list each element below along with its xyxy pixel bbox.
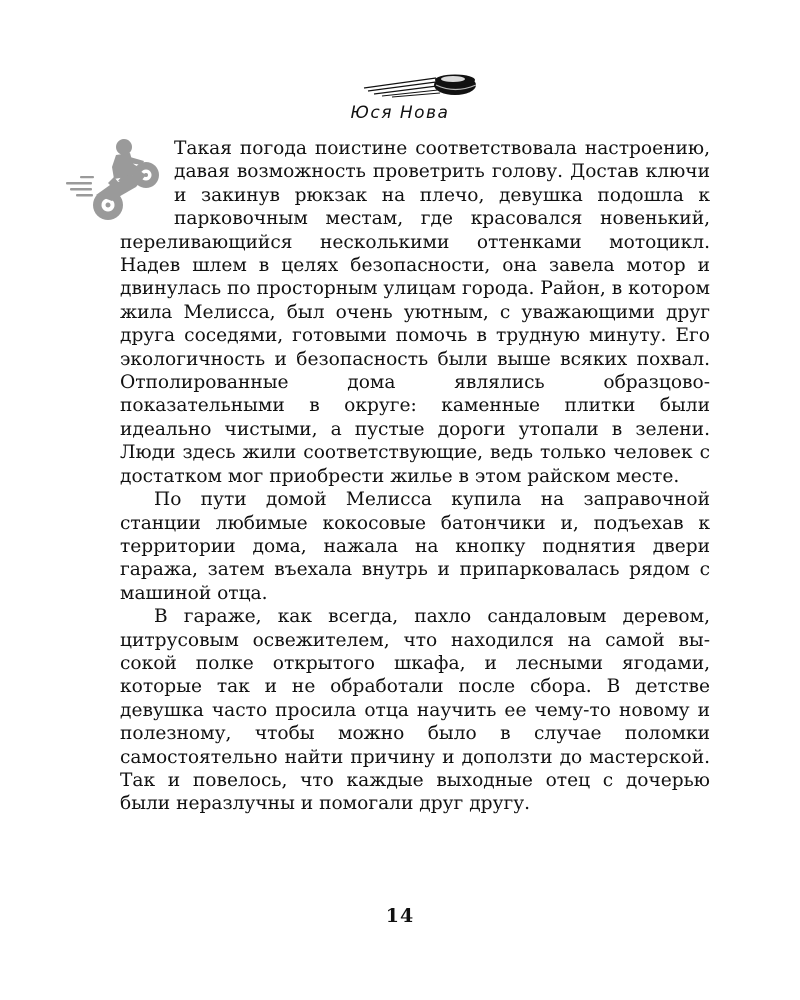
speeding-disc-icon	[352, 68, 482, 100]
chapter-text	[120, 137, 710, 816]
motorcycle-stunt-illustration	[66, 137, 166, 225]
page-number: 14	[385, 905, 415, 927]
page-header	[0, 68, 800, 128]
paragraph: Такая погода поистине соответствовала настроению, давая возможность проветрить голову. Достав ключи и закинув рюкзак на плечо, девушка подошла к парковочным местам, где красовался новенький, переливающийся несколькими оттенками мотоцикл. Надев шлем в целях безопасности, она завела мотор и двинулась по просторным улицам города. Район, в котором жила Мелисса, был очень уютным, с уважающими друг друга соседями, готовыми помочь в трудную минуту. Его экологичность и безопасность были выше всяких похвал. Отполированные дома являлись образцово-показательными в округе: каменные плитки были идеально чистыми, а пустые дороги утопали в зелени. Люди здесь жили соответствующие, ведь только человек с достатком мог приобрести жилье в этом райском месте.	[120, 138, 710, 487]
running-head-author: Юся Нова	[350, 103, 450, 123]
paragraph: По пути домой Мелисса купила на заправочной станции любимые кокосовые батончики и, подъехав к территории дома, нажала на кнопку поднятия двери гаража, затем въехала внутрь и припарковалась рядом с машиной отца.	[120, 489, 710, 604]
motorcycle-stunt-icon	[66, 137, 166, 225]
paragraph: В гараже, как всегда, пахло сандаловым деревом, цитрусовым освежителем, что находился на самой высокой полке открытого шкафа, и лесными ягодами, которые так и не обработали после сбора. В детстве девушка часто просила отца научить ее чему-то новому и полезному, чтобы можно было в случае поломки самостоятельно найти причину и доползти до мастерской. Так и повелось, что каждые выходные отец с дочерью были неразлучны и помогали друг другу.	[120, 606, 710, 815]
